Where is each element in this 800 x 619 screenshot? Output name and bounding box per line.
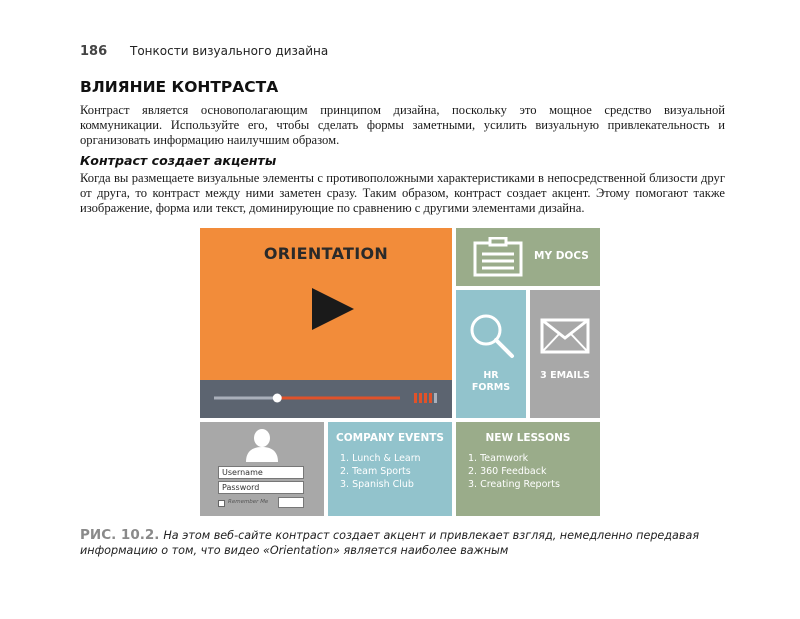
- my-docs-tile: [456, 228, 600, 286]
- volume-icon: [414, 393, 437, 403]
- envelope-icon: [540, 318, 590, 354]
- company-events-title: COMPANY EVENTS: [336, 432, 444, 444]
- remember-label: Remember Me: [228, 499, 269, 505]
- page-header: [80, 44, 328, 59]
- caption-text: На этом веб-сайте контраст создает акцент и привлекает взгляд, немедленно передавая информацию о том, что видео «Orientation» является наиболее важным: [80, 529, 700, 557]
- subheading: Контраст создает акценты: [80, 153, 277, 168]
- paragraph-intro: Контраст является основополагающим принципом дизайна, поскольку это мощное средство визуальной коммуникации. Используйте его, чтобы сделать формы заметными, усилить визуальную привлекательность и организовать информацию наилучшим образом.: [80, 103, 725, 148]
- company-events-list: [340, 452, 421, 491]
- video-controls: [200, 380, 452, 418]
- hr-forms-label-line1: HR: [483, 370, 499, 381]
- paragraph-accents: Когда вы размещаете визуальные элементы с противоположными характеристиками в непосредственной близости друг от друга, то контраст между ними заметен сразу. Таким образом, контраст создает акцент. Этому помогают также изображение, форма или текст, доминирующие по сравнению с другими элементами дизайна.: [80, 171, 725, 216]
- hr-forms-tile: [456, 290, 526, 418]
- page-number: 186: [80, 44, 108, 59]
- list-item: 3. Creating Reports: [468, 479, 560, 490]
- orientation-title: ORIENTATION: [263, 244, 389, 263]
- hr-forms-label-line2: FORMS: [471, 382, 511, 393]
- search-icon: [466, 310, 516, 360]
- password-field: Password: [218, 481, 304, 494]
- new-lessons-tile: [456, 422, 600, 516]
- list-item: 1. Lunch & Learn: [340, 453, 421, 464]
- caption-label: РИС. 10.2.: [80, 527, 160, 543]
- remember-checkbox: [218, 500, 225, 507]
- figure-dashboard: [200, 228, 600, 516]
- company-events-tile: [328, 422, 452, 516]
- list-item: 3. Spanish Club: [340, 479, 414, 490]
- login-submit-box: [278, 497, 304, 508]
- section-title: ВЛИЯНИЕ КОНТРАСТА: [80, 78, 279, 96]
- login-tile: [200, 422, 324, 516]
- new-lessons-title: NEW LESSONS: [485, 432, 571, 444]
- emails-tile: [530, 290, 600, 418]
- new-lessons-list: [468, 452, 560, 491]
- username-field: Username: [218, 466, 304, 479]
- running-title: Тонкости визуального дизайна: [130, 44, 329, 58]
- video-progress-bar: [200, 380, 452, 418]
- figure-caption: [80, 528, 730, 558]
- list-item: 2. 360 Feedback: [468, 466, 547, 477]
- user-icon: [244, 428, 280, 462]
- hr-forms-label: [456, 370, 526, 394]
- emails-label: 3 EMAILS: [540, 370, 590, 381]
- list-item: 2. Team Sports: [340, 466, 411, 477]
- document-icon: [472, 237, 524, 277]
- my-docs-label: MY DOCS: [534, 250, 589, 262]
- video-scrubber-knob: [273, 394, 282, 403]
- play-icon: [310, 286, 356, 332]
- list-item: 1. Teamwork: [468, 453, 529, 464]
